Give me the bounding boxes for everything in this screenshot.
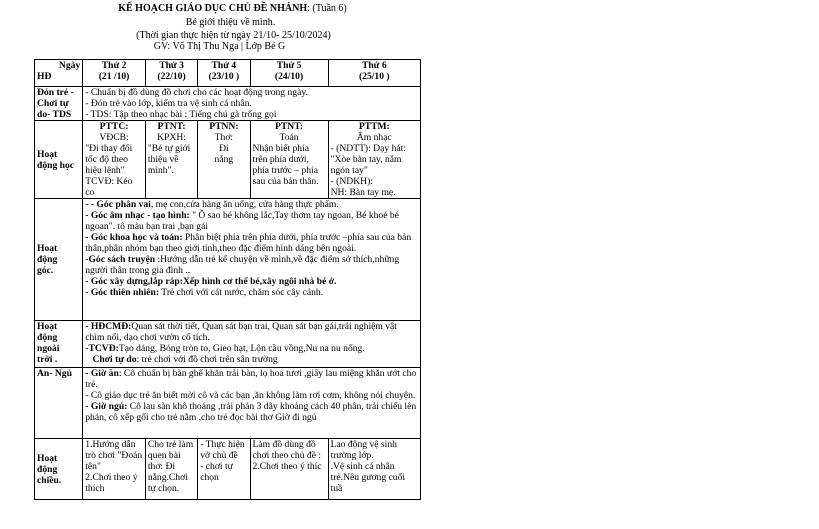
label-line: động: [37, 332, 58, 343]
lesson-line: "Bé tự giới thiệu về mình".: [147, 143, 191, 176]
day-name: Thứ 4: [211, 60, 237, 71]
an-ngu-item-text: Cô lau sàn khô thoáng ,trải phản 3 dãy khoảng cách 40 phân, trải chiếu lên phản, cô xếp gối cho trẻ nằm ,cho trẻ đọc bài thơ Giờ đi ngủ: [85, 401, 417, 423]
goc-item-title: -Góc sách truyện: [85, 254, 156, 265]
lesson-line: Nhận biết phía trên phía dưới, phía trước – phía sau của bản thân.: [252, 143, 319, 187]
corner-activity: HĐ: [37, 71, 52, 82]
day-header-fri: [328, 60, 420, 87]
day-header-wed: [198, 60, 250, 87]
table-row-header: [35, 60, 421, 87]
day-date: (21 /10): [98, 71, 130, 82]
goc-item-title: - Góc âm nhạc - tạo hình:: [85, 210, 190, 221]
lesson-cell-mon: [83, 121, 146, 199]
doc-period: (Thời gian thực hiện từ ngày 21/10- 25/10/2024): [136, 30, 331, 41]
ngoai-troi-item: [85, 343, 418, 354]
ngoai-troi-item-text: Quan sát thời tiết, Quan sát bạn trai, Quan sát bạn gái,trải nghiệm vật chìm nổi, dạo chơi vườn cổ tích.: [85, 321, 397, 343]
day-name: Thứ 2: [101, 60, 127, 71]
ngoai-troi-item: [85, 354, 418, 365]
chieu-line: Làm đồ dùng đồ chơi theo chủ đề :: [252, 439, 322, 461]
label-line: Hoạt: [37, 452, 58, 464]
label-line: Chơi tự: [37, 98, 69, 109]
don-tre-line: - Đón trẻ vào lớp, kiểm tra vệ sinh cá nhân.: [85, 98, 252, 109]
lesson-line: Âm nhạc: [356, 132, 392, 143]
lesson-line: - (NDTT): Dạy hát: "Xòe bàn tay, nắm ngón tay": [330, 143, 406, 176]
label-line: Hoạt: [37, 321, 58, 332]
goc-item: [85, 210, 418, 232]
lesson-head: PTTC:: [99, 121, 129, 132]
lesson-line: nắng: [214, 154, 234, 165]
ngoai-troi-item-text: Tạo dáng, Bóng tròn to, Gieo hạt, Lộn cầu vồng,Nu na nu nống.: [118, 343, 365, 354]
ngoai-troi-item-title: -TCVĐ:: [85, 343, 119, 354]
goc-item-text: , mẹ con,cửa hàng ăn uống, cửa hàng thực phẩm.: [150, 199, 339, 210]
lesson-line: "Đi thay đổi tốc độ theo hiệu lệnh": [85, 143, 133, 176]
don-tre-line: - TDS: Tập theo nhạc bài : Tiếng chú gà trống gọi: [85, 109, 277, 120]
goc-item: [85, 199, 418, 210]
goc-item-text: Phân biệt phía trên phía dưới, phía trước –phía sau của bản thân,phân nhóm bạn theo giới tính,theo đặc điểm hình dáng bên ngoài.: [85, 232, 412, 254]
chieu-line: Cho trẻ làm quen bài thơ: Đi nắng.Chơi tự chọn.: [147, 439, 194, 494]
chieu-cell-mon: [83, 439, 146, 500]
day-header-thu: [250, 60, 328, 87]
ngoai-troi-item-title: - HĐCMĐ:: [85, 321, 132, 332]
label-line: do- TDS: [37, 109, 72, 120]
day-name: Thứ 5: [276, 60, 302, 71]
chieu-line: Lao động vệ sinh trường lớp.: [330, 439, 397, 461]
plan-table: [34, 59, 421, 500]
lesson-line: Toán: [279, 132, 299, 143]
label-line: trời .: [37, 354, 58, 365]
doc-topic: Bé giới thiệu về mình.: [185, 17, 276, 28]
goc-item: [85, 276, 418, 287]
label-line: Hoạt: [37, 243, 58, 254]
chieu-cell-wed: [198, 439, 250, 500]
goc-item: [85, 232, 418, 254]
label-line: động: [37, 254, 58, 265]
label-line: góc.: [37, 265, 54, 276]
row-label-hoat-dong-hoc: [35, 121, 83, 199]
day-header-mon: [83, 60, 146, 87]
lesson-line: TCVĐ: Kéo co: [85, 176, 133, 198]
label-line: Đón trẻ -: [37, 87, 74, 98]
table-row-an-ngu: [35, 368, 421, 439]
doc-teacher: GV: Võ Thị Thu Nga | Lớp Bé G: [153, 41, 286, 52]
an-ngu-item-text: - Cô giáo dục trẻ ăn biết mời cô và các bạn ,ăn không làm rơi cơm, không nói chuyện.: [85, 390, 416, 401]
lesson-cell-tue: [145, 121, 197, 199]
ngoai-troi-content: [83, 321, 421, 368]
day-name: Thứ 6: [361, 60, 387, 71]
lesson-head: PTNT:: [275, 121, 304, 132]
chieu-line: 1.Hướng dẫn trò chơi "Đoán tên": [85, 439, 143, 472]
day-date: (22/10): [157, 71, 186, 82]
doc-title: [0, 3, 642, 15]
corner-day: Ngày: [58, 60, 81, 71]
goc-item: [85, 287, 418, 298]
row-label-don-tre: [35, 87, 83, 121]
goc-item: [85, 254, 418, 276]
goc-item-title: - Góc thiên nhiên:: [85, 287, 160, 298]
chieu-cell-thu: [250, 439, 328, 500]
label-line: chiều.: [37, 474, 62, 486]
chieu-line: - chơi tự chọn: [200, 461, 233, 483]
doc-title-week: : (Tuần 6): [307, 3, 347, 14]
lesson-line: KPXH:: [157, 132, 186, 143]
goc-item-title: - - Góc phân vai: [85, 199, 151, 210]
table-row-goc: [35, 199, 421, 321]
lesson-line: Thơ:: [214, 132, 234, 143]
day-header-tue: [145, 60, 197, 87]
an-ngu-item-title: - Giờ ngủ:: [85, 401, 128, 412]
goc-item-text: :Hướng dẫn trẻ kể chuyện về mình,về đặc điểm sở thích,những người thân trong gia đình ..: [85, 254, 400, 276]
corner-cell: [35, 60, 83, 87]
chieu-line: 2.Chơi theo ý thíc: [252, 461, 322, 472]
ngoai-troi-item: [85, 321, 418, 343]
label-line: An- Ngủ: [37, 368, 72, 379]
row-label-an-ngu: [35, 368, 83, 439]
goc-item-text: " Ồ sao bé không lắc,Tay thơm tay ngoan, Bé khoẻ bé ngoan". tô màu bạn trai ,bạn gái: [85, 210, 399, 232]
label-line: động: [37, 463, 58, 475]
ngoai-troi-item-text: : trẻ chơi với đồ chơi trên sân trường: [136, 354, 278, 365]
chieu-line: .Vệ sinh cá nhân trẻ.Nêu gương cuối tuầ: [330, 461, 406, 494]
row-label-chieu: [35, 439, 83, 500]
goc-item-title: - Góc khoa học và toán:: [85, 232, 183, 243]
goc-item-text: Trẻ chơi với cát nước, chăm sóc cây cảnh.: [159, 287, 324, 298]
don-tre-line: - Chuẩn bị đồ dùng đồ chơi cho các hoạt động trong ngày.: [85, 87, 308, 98]
row-label-goc: [35, 199, 83, 321]
lesson-line: Đi: [219, 143, 229, 154]
chieu-line: 2.Chơi theo ý thích: [85, 472, 138, 494]
an-ngu-item: [85, 401, 418, 423]
an-ngu-item: [85, 390, 418, 401]
an-ngu-item: [85, 368, 418, 390]
lesson-head: PTTM:: [358, 121, 390, 132]
chieu-cell-fri: [328, 439, 420, 500]
lesson-head: PTNN:: [209, 121, 239, 132]
lesson-cell-wed: [198, 121, 250, 199]
label-line: động học: [37, 159, 75, 171]
an-ngu-content: [83, 368, 421, 439]
label-line: ngoài: [37, 343, 60, 354]
lesson-cell-fri: [328, 121, 420, 199]
day-date: (24/10): [274, 71, 304, 82]
table-row-don-tre: [35, 87, 421, 121]
lesson-cell-thu: [250, 121, 328, 199]
lesson-line: - (NDKH):: [330, 176, 373, 187]
lesson-line: NH: Bàn tay mẹ.: [330, 187, 396, 198]
day-name: Thứ 3: [159, 60, 184, 71]
day-date: (23/10 ): [208, 71, 240, 82]
lesson-head: PTNT:: [157, 121, 186, 132]
table-row-chieu: [35, 439, 421, 500]
ngoai-troi-item-title: Chơi tự do: [85, 354, 137, 365]
goc-content: [83, 199, 421, 321]
label-line: Hoạt: [37, 148, 58, 160]
table-row-ngoai-troi: [35, 321, 421, 368]
an-ngu-item-title: - Giờ ăn: [85, 368, 119, 379]
doc-title-main: KẾ HOẠCH GIÁO DỤC CHỦ ĐỀ NHÁNH: [118, 3, 308, 14]
don-tre-content: [83, 87, 421, 121]
row-label-ngoai-troi: [35, 321, 83, 368]
day-date: (25/10 ): [358, 71, 390, 82]
an-ngu-item-text: : Cô chuẩn bị bàn ghế khăn trải bàn, lọ hoa tươi ,giấy lau miệng khăn ướt cho trẻ.: [85, 368, 417, 390]
chieu-line: - Thực hiện vở chủ đề: [200, 439, 245, 461]
lesson-line: VĐCB:: [99, 132, 129, 143]
chieu-cell-tue: [145, 439, 197, 500]
table-row-hoat-dong-hoc: [35, 121, 421, 199]
goc-item-title: - Góc xây dựng,lắp ráp:Xếp hình cơ thể bé,xây ngôi nhà bé ở.: [85, 276, 337, 287]
